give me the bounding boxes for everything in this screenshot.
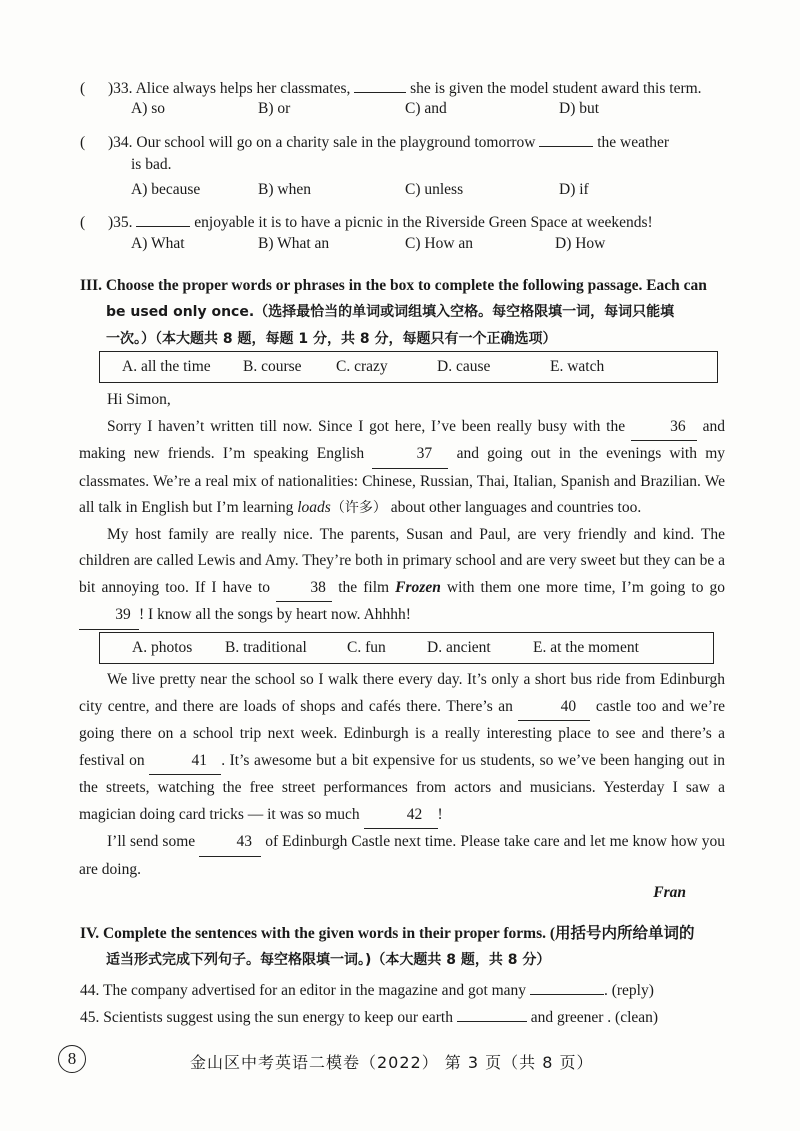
blank-40[interactable]: 40 [518,694,590,722]
word-option: E. at the moment [533,639,639,656]
paragraph-4: I’ll send some 43 of Edinburgh Castle next time. Please take care and let me know how you are doing. [79,829,725,883]
option-b: B) or [258,100,291,117]
option-c: C) and [405,100,447,117]
letter-part-2 [79,667,725,883]
section-4-heading: IV. Complete the sentences with the given words in their proper forms. (用括号内所给单词的 适当形式完成下列句子。每空格限填一词。)（本大题共 8 题，共 8 分） [80,925,695,968]
answer-blank[interactable] [457,1005,527,1022]
question-44: 44. The company advertised for an editor in the magazine and got many . (reply) [80,978,654,1000]
answer-blank[interactable] [354,76,406,93]
page-number-badge: 8 [58,1045,86,1073]
greeting: Hi Simon, [107,391,171,408]
question-34: ( )34. Our school will go on a charity sale in the playground tomorrow the weather [80,130,669,152]
option-d: D) if [559,181,589,198]
option-c: C) unless [405,181,464,198]
blank-39[interactable]: 39 [79,602,139,630]
page-footer: 金山区中考英语二模卷（2022） 第 3 页（共 8 页） [190,1053,594,1072]
option-b: B) What an [258,235,330,252]
option-d: D) but [559,100,600,117]
blank-42[interactable]: 42 [364,802,438,830]
word-option: A. all the time [122,358,211,375]
signature: Fran [653,884,686,901]
blank-37[interactable]: 37 [372,441,448,469]
option-a: A) so [131,100,166,117]
question-45: 45. Scientists suggest using the sun energy to keep our earth and greener . (clean) [80,1005,658,1027]
option-a: A) because [131,181,201,198]
blank-38[interactable]: 38 [276,575,332,603]
blank-41[interactable]: 41 [149,748,221,776]
answer-blank[interactable] [539,130,593,147]
paragraph-3: We live pretty near the school so I walk there every day. It’s only a short bus ride from Edinburgh city centre, and there are loads of shops and cafés there. There’s an 40 castle too and we’re going there on a school trip next week. Edinburgh is a really interesting place to see and there’s a festival on 41 . It’s awesome but a bit expensive for us students, so we’ve been hanging out in the streets, watching the free street performances from actors and musicians. Yesterday I saw a magician doing card tricks — it was so much 42 ! [79,667,725,829]
letter-part-1 [79,387,725,630]
word-option: D. cause [437,358,491,375]
option-a: A) What [131,235,185,252]
option-c: C) How an [405,235,474,252]
word-option: B. traditional [225,639,307,656]
question-35: ( )35. enjoyable it is to have a picnic in the Riverside Green Space at weekends! [80,210,653,232]
paragraph-1: Sorry I haven’t written till now. Since I got here, I’ve been really busy with the 36 and making new friends. I’m speaking English 37 and going out in the evenings with my classmates. We’re a real mix of nationalities: Chinese, Russian, Thai, Italian, Spanish and Brazilian. We all talk in English but I’m learning loads（许多） about other languages and countries too. [79,414,725,522]
paragraph-2: My host family are really nice. The parents, Susan and Paul, are very friendly and kind. The children are called Lewis and Amy. They’re both in primary school and are very sweet but they can be a bit annoying too. If I have to 38 the film Frozen with them one more time, I’m going to go 39 ! I know all the songs by heart now. Ahhhh! [79,522,725,630]
question-33: ( )33. Alice always helps her classmates, she is given the model student award this term. [80,76,702,98]
blank-43[interactable]: 43 [199,829,261,857]
word-option: B. course [243,358,302,375]
word-option: C. crazy [336,358,388,375]
word-box-2 [99,632,714,664]
answer-blank[interactable] [136,210,190,227]
section-3-heading: III. Choose the proper words or phrases in the box to complete the following passage. Each can be used only once.（选择最恰当的单词或词组填入空格。每空格限填一词，每词只能填 一次。）（本大题共 8 题，每题 1 分，共 8 分，每题只有一个正确选项） [80,277,707,347]
blank-36[interactable]: 36 [631,414,697,442]
word-option: E. watch [550,358,605,375]
word-box-1 [99,351,718,383]
answer-blank[interactable] [530,978,604,995]
word-option: C. fun [347,639,386,656]
word-option: D. ancient [427,639,491,656]
option-d: D) How [555,235,606,252]
option-b: B) when [258,181,311,198]
word-option: A. photos [132,639,193,656]
question-34-continued: is bad. [131,156,172,173]
